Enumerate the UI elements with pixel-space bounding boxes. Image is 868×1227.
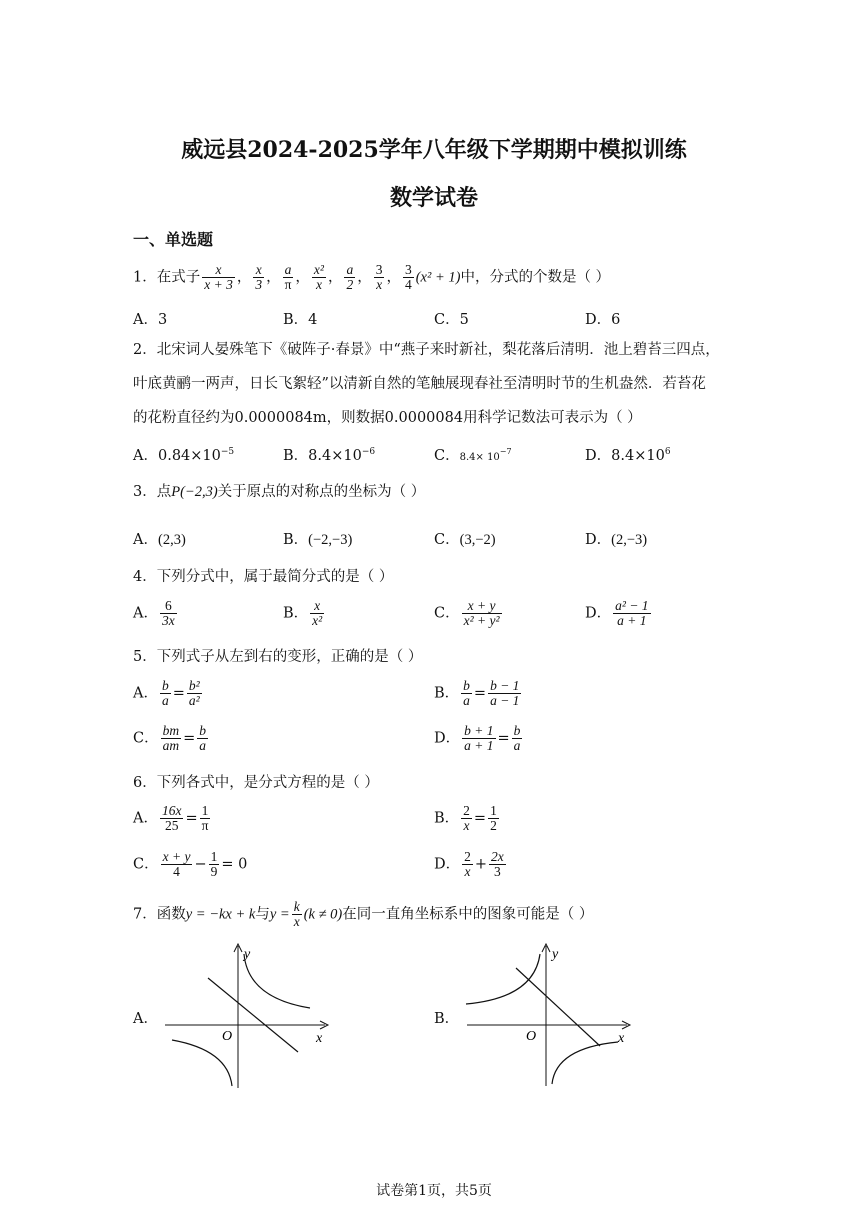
q5-option-b: B． $\frac{b}{a}$ = $\frac{b - 1}{a - 1}$ — [434, 678, 520, 709]
q1-expr-1: $\frac{x}{x + 3}$ — [204, 262, 233, 293]
graph-a-origin-label: O — [222, 1029, 233, 1044]
q1-prefix: 1．在式子 — [133, 269, 201, 286]
q4-option-b: B． $\frac{x}{\text{x²}}$ — [283, 598, 323, 629]
question-4: 4．下列分式中，属于最简分式的是（ ） — [133, 569, 394, 585]
q2-option-a: A．$0.84\times 10^{-5}$ — [133, 447, 235, 464]
q1-option-b: B．4 — [283, 312, 318, 328]
section-heading: 一、单选题 — [133, 230, 214, 249]
page-title: 威远县2024-2025学年八年级下学期期中模拟训练 — [181, 137, 687, 163]
q1-expr-5: $\frac{a}{2}$ — [346, 262, 354, 293]
page-footer: 试卷第1页，共5页 — [376, 1183, 492, 1199]
q2-line-1: 2．北宋词人晏殊笔下《破阵子·春景》中“燕子来时新社，梨花落后清明．池上碧苔三四点， — [133, 342, 720, 358]
graph-a-x-label: x — [316, 1031, 323, 1046]
q7-graph-b — [462, 940, 642, 1092]
q4-option-d: D． $\frac{\text{a² − 1}}{a + 1}$ — [585, 598, 649, 629]
q4-option-a: A． $\frac{6}{3x}$ — [133, 598, 175, 629]
q6-option-d: D． $\frac{2}{x}$ + $\frac{2x}{3}$ — [434, 849, 504, 880]
graph-b-origin-label: O — [526, 1029, 537, 1044]
question-5: 5．下列式子从左到右的变形，正确的是（ ） — [133, 649, 423, 665]
q1-expr-7: $\frac{3}{4}$ — [404, 262, 412, 293]
q2-option-d: D．$8.4\times 10^6$ — [585, 447, 671, 464]
graph-b-y-label: y — [552, 947, 559, 962]
q7-linear-function: y = −kx + k — [185, 906, 256, 923]
q6-option-c: C． $\frac{x + y}{4}$ − $\frac{1}{9}$ = 0 — [133, 849, 248, 880]
question-3: 3．点P(−2,3)关于原点的对称点的坐标为（ ） — [133, 484, 426, 500]
page-subtitle: 数学试卷 — [389, 185, 478, 211]
question-1: 1．在式子 $\frac{x}{x + 3}$ ， $\frac{x}{3}$ ， $\frac{a}{\pi}$ ， $\frac{\text{x²}}{x}$ ， $\frac{a}{2}$ ， $\frac{3}{x}$ ， $\frac{3}{4}$ (x² + 1)中，分式的个数是（ ） — [133, 262, 611, 293]
q7-graph-a — [160, 940, 340, 1092]
q1-expr-4: $\frac{\text{x²}}{x}$ — [313, 262, 324, 293]
q5-option-d: D． $\frac{b + 1}{a + 1}$ = $\frac{b}{a}$ — [434, 723, 521, 754]
q1-expr-7-paren: (x² + 1) — [415, 269, 461, 286]
q5-option-c: C． $\frac{bm}{am}$ = $\frac{b}{a}$ — [133, 723, 207, 754]
q2-option-b: B．$8.4\times 10^{-6}$ — [283, 447, 376, 464]
q7-option-b: B． — [434, 1011, 460, 1027]
q1-expr-3: $\frac{a}{\pi}$ — [284, 262, 292, 293]
q2-option-c: C．$8.4\times 10^{-7}$ — [434, 447, 512, 464]
q6-option-b: B． $\frac{2}{x}$ = $\frac{1}{2}$ — [434, 803, 497, 834]
question-6: 6．下列各式中，是分式方程的是（ ） — [133, 775, 379, 791]
q2-line-2: 叶底黄鹂一两声，日长飞絮轻”以清新自然的笔触展现春社至清明时节的生机盎然．若苔花 — [133, 376, 706, 392]
q3-option-d: D．(2,−3) — [585, 532, 648, 548]
q1-option-a: A．3 — [133, 312, 168, 328]
q1-suffix: 中，分式的个数是（ ） — [460, 269, 611, 286]
graph-a-y-label: y — [244, 947, 251, 962]
q3-point: P(−2,3) — [171, 484, 218, 500]
question-7: 7．函数y = −kx + k与y = $\frac{k}{x}$ (k ≠ 0)在同一直角坐标系中的图象可能是（ ） — [133, 899, 594, 930]
q1-expr-2: $\frac{x}{3}$ — [255, 262, 263, 293]
graph-b-x-label: x — [618, 1031, 625, 1046]
q6-option-a: A． $\frac{16x}{25}$ = $\frac{1}{\pi}$ — [133, 803, 209, 834]
q1-expr-6: $\frac{3}{x}$ — [375, 262, 383, 293]
q3-option-a: A．(2,3) — [133, 532, 186, 548]
q7-option-a: A． — [133, 1011, 158, 1027]
q1-option-c: C．5 — [434, 312, 469, 328]
q2-line-3: 的花粉直径约为0.0000084m，则数据0.0000084用科学记数法可表示为（ ） — [133, 410, 642, 426]
q4-option-c: C． $\frac{x + y}{\text{x² + y²}}$ — [434, 598, 500, 629]
q1-option-d: D．6 — [585, 312, 621, 328]
q3-option-c: C．(3,−2) — [434, 532, 496, 548]
q3-option-b: B．(−2,−3) — [283, 532, 353, 548]
q5-option-a: A． $\frac{b}{a}$ = $\frac{\text{b²}}{\text{a²}}$ — [133, 678, 200, 709]
